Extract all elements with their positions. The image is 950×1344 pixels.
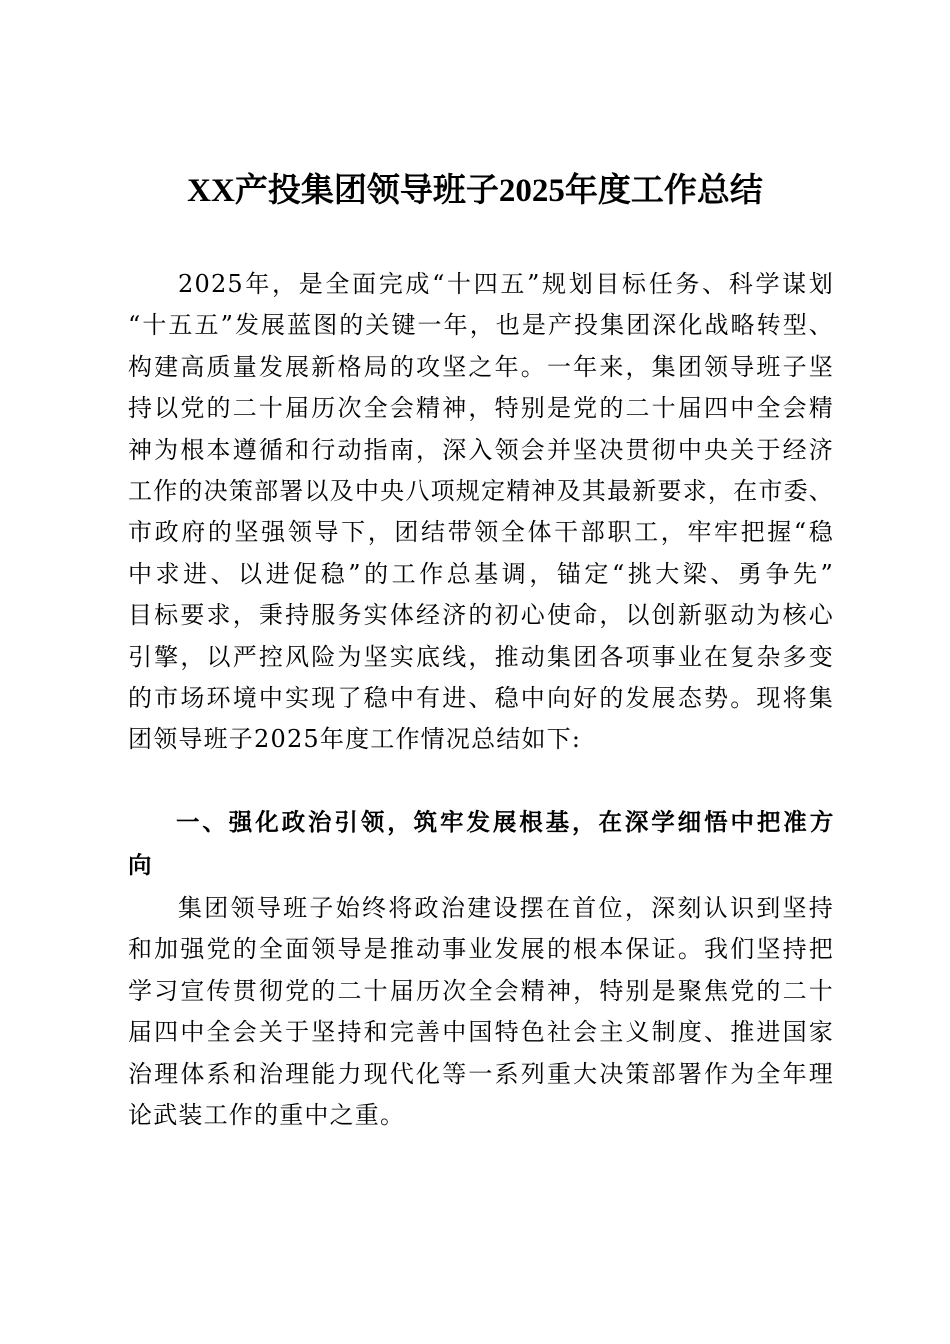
paragraph-line: 引擎，以严控风险为坚实底线，推动集团各项事业在复杂多变 [128, 642, 834, 671]
paragraph-line: 的市场环境中实现了稳中有进、稳中向好的发展态势。现将集 [128, 684, 834, 713]
paragraph-line: 目标要求，秉持服务实体经济的初心使命，以创新驱动为核心 [128, 601, 834, 630]
paragraph-line: 持以党的二十届历次全会精神，特别是党的二十届四中全会精 [128, 394, 834, 423]
paragraph-line: 论武装工作的重中之重。 [128, 1101, 406, 1130]
paragraph-line: 集团领导班子始终将政治建设摆在首位，深刻认识到坚持 [178, 894, 834, 922]
section-heading-1 [128, 801, 834, 887]
paragraph-line: 和加强党的全面领导是推动事业发展的根本保证。我们坚持把 [128, 935, 834, 964]
paragraph-line: 届四中全会关于坚持和完善中国特色社会主义制度、推进国家 [128, 1018, 834, 1047]
document-title: XX产投集团领导班子2025年度工作总结 [187, 173, 763, 209]
paragraph-line: 团领导班子2025年度工作情况总结如下: [128, 725, 582, 754]
paragraph-line: 学习宣传贯彻党的二十届历次全会精神，特别是聚焦党的二十 [128, 976, 834, 1005]
paragraph-line: 2025年，是全面完成“十四五”规划目标任务、科学谋划 [178, 270, 834, 298]
paragraph-line: 工作的决策部署以及中央八项规定精神及其最新要求，在市委、 [128, 477, 834, 506]
paragraph-line: 市政府的坚强领导下，团结带领全体干部职工，牢牢把握“稳 [128, 518, 834, 547]
paragraph-line: 中求进、以进促稳”的工作总基调，锚定“挑大梁、勇争先” [128, 559, 834, 588]
paragraph-line: “十五五”发展蓝图的关键一年，也是产投集团深化战略转型、 [128, 311, 834, 340]
section-1-paragraph [128, 888, 834, 1136]
heading-line: 一、强化政治引领，筑牢发展根基，在深学细悟中把准方 [176, 808, 834, 836]
paragraph-line: 治理体系和治理能力现代化等一系列重大决策部署作为全年理 [128, 1059, 834, 1088]
intro-paragraph [128, 264, 834, 761]
paragraph-line: 神为根本遵循和行动指南，深入领会并坚决贯彻中央关于经济 [128, 435, 834, 464]
heading-line: 向 [128, 851, 153, 879]
paragraph-line: 构建高质量发展新格局的攻坚之年。一年来，集团领导班子坚 [128, 352, 834, 381]
